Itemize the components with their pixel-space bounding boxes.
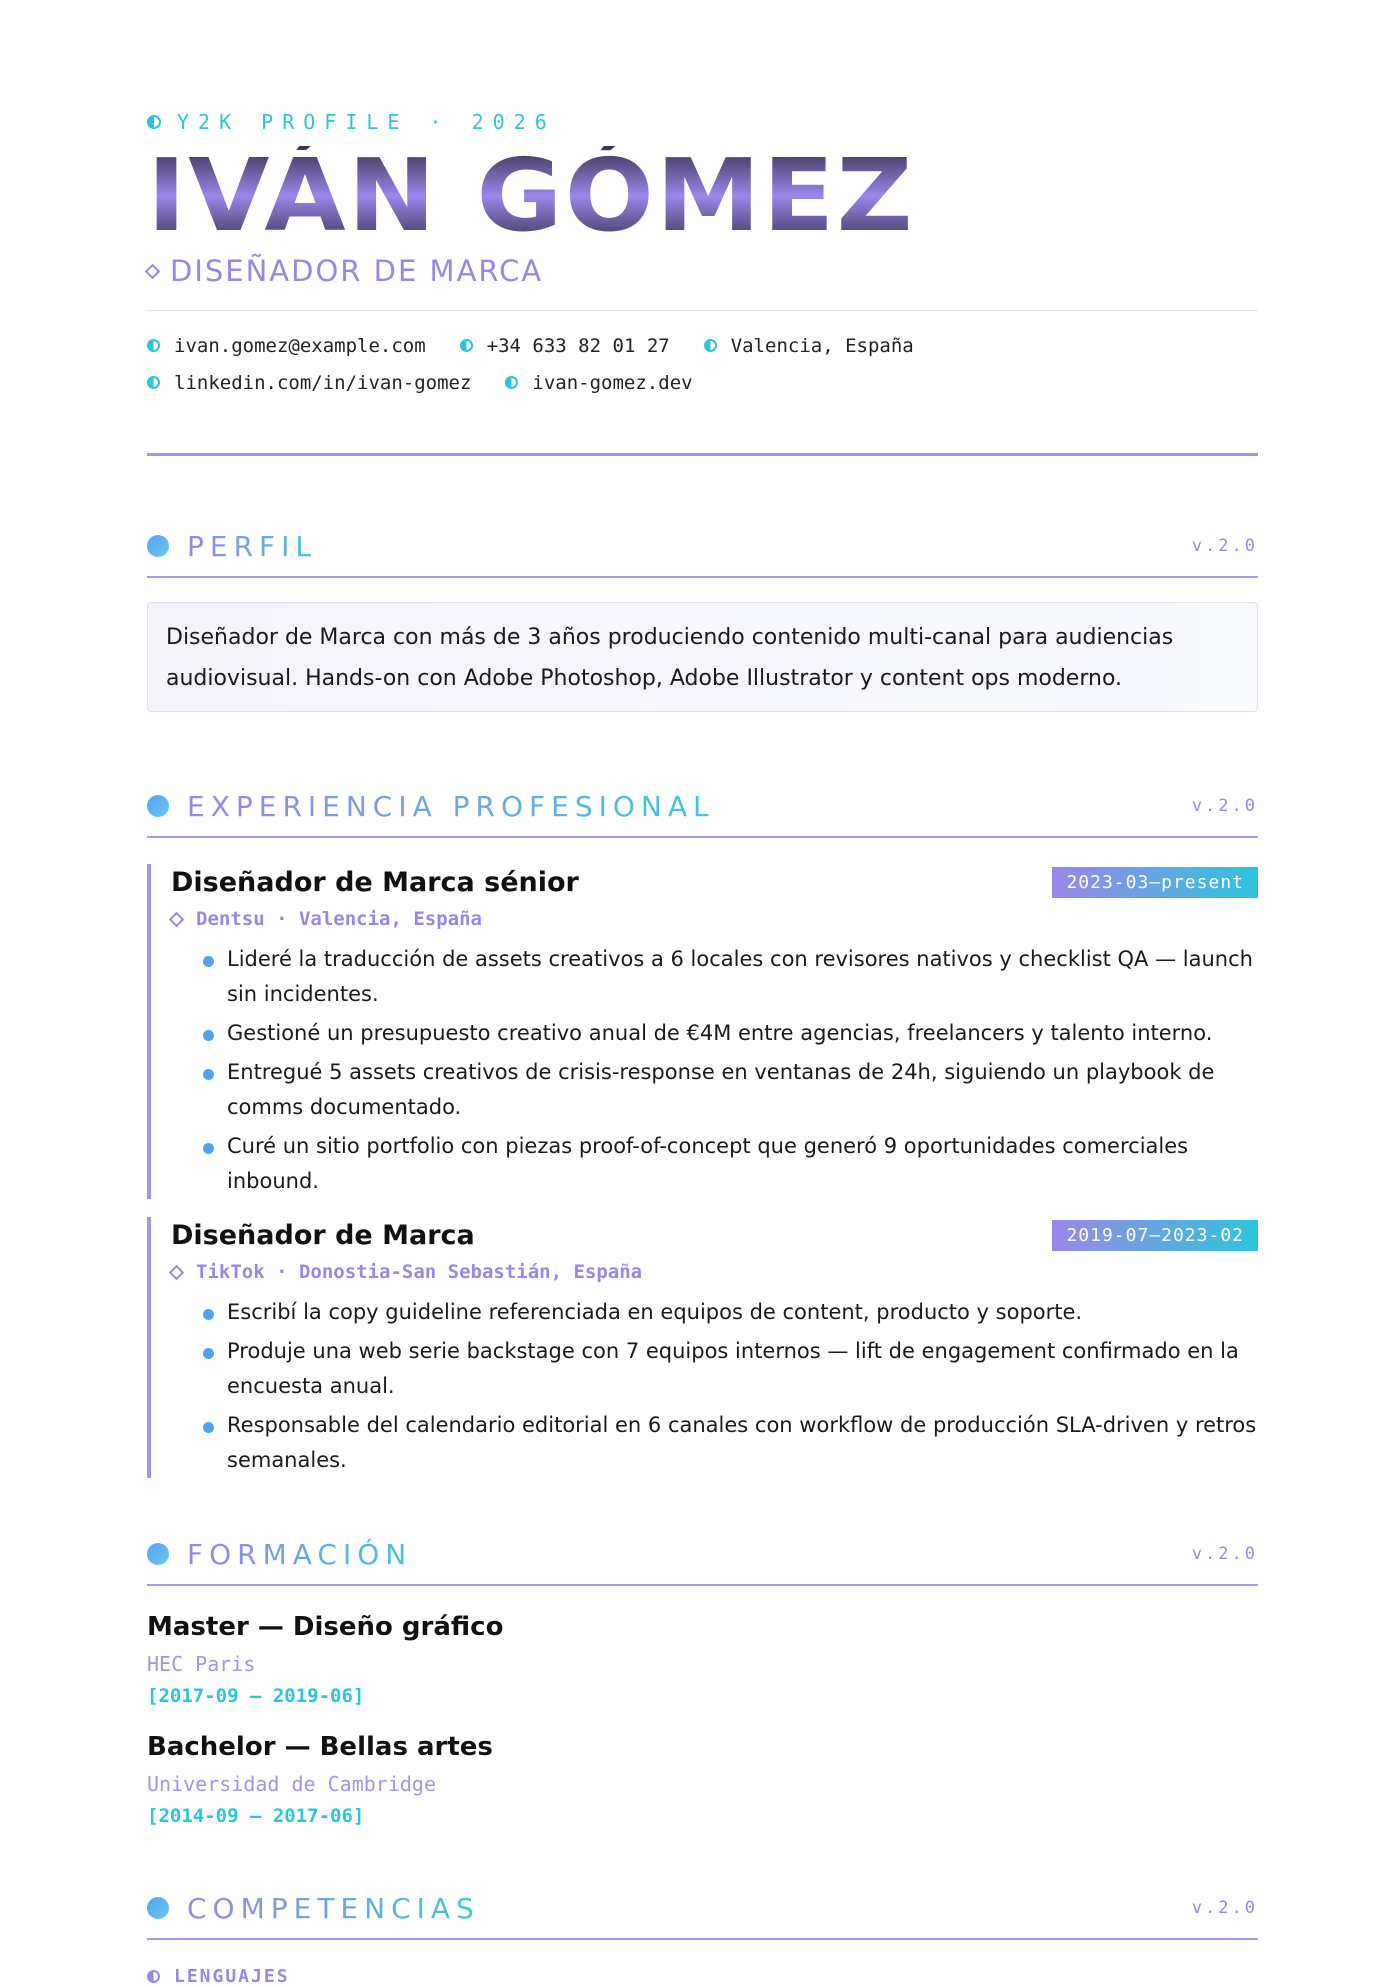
skills-subheading — [147, 1966, 1258, 1987]
date-badge: 2019-07—2023-02 — [1052, 1220, 1258, 1251]
section-header — [147, 786, 1258, 838]
job-entry — [147, 1217, 1258, 1478]
education-dates: [2014-09 – 2017-06] — [147, 1805, 365, 1827]
skills-section — [147, 1888, 1258, 1987]
list-item: Gestioné un presupuesto creativo anual de €4M entre agencias, freelancers y talento interno. — [203, 1016, 1258, 1051]
contact-website[interactable] — [505, 372, 692, 394]
section-version: v.2.0 — [1191, 1898, 1258, 1918]
list-item: Lideré la traducción de assets creativos a 6 locales con revisores nativos y checklist QA — launch sin incidentes. — [203, 942, 1258, 1012]
half-circle-icon — [147, 339, 160, 352]
education-section — [147, 1534, 1258, 1832]
website-text: ivan-gomez.dev — [532, 371, 693, 394]
contact-email[interactable] — [147, 335, 426, 357]
section-version: v.2.0 — [1191, 796, 1258, 816]
contact-location — [704, 335, 914, 357]
section-header — [147, 1534, 1258, 1586]
diamond-icon — [145, 263, 161, 279]
header-divider — [147, 453, 1258, 456]
job-company — [171, 1255, 1258, 1289]
job-entry — [147, 864, 1258, 1199]
section-dot-icon — [147, 535, 169, 557]
company-text: TikTok · Donostia-San Sebastián, España — [196, 1261, 643, 1283]
job-bullets — [171, 1295, 1258, 1478]
list-item: Escribí la copy guideline referenciada en equipos de content, producto y soporte. — [203, 1295, 1258, 1330]
contact-info — [147, 327, 1258, 401]
section-header — [147, 1888, 1258, 1940]
contact-row — [147, 327, 1258, 364]
degree: Master — Diseño gráfico — [147, 1612, 504, 1642]
tagline — [147, 108, 1258, 136]
school: HEC Paris — [147, 1652, 256, 1676]
section-title: FORMACIÓN — [187, 1537, 413, 1571]
date-badge: 2023-03—present — [1052, 867, 1258, 898]
degree: Bachelor — Bellas artes — [147, 1732, 493, 1762]
divider — [147, 310, 1258, 311]
job-title: Diseñador de Marca sénior — [171, 866, 579, 898]
section-title: COMPETENCIAS — [187, 1891, 480, 1925]
section-dot-icon — [147, 1897, 169, 1919]
email-text: ivan.gomez@example.com — [174, 334, 426, 357]
job-company — [171, 902, 1258, 936]
profile-summary: Diseñador de Marca con más de 3 años produciendo contenido multi-canal para audiencias audiovisual. Hands-on con Adobe Photoshop, Adobe Illustrator y content ops moderno. — [147, 602, 1258, 712]
resume-page — [147, 108, 1258, 1987]
education-entry — [147, 1612, 1258, 1712]
location-text: Valencia, España — [730, 334, 914, 357]
job-header — [171, 864, 1258, 900]
section-header — [147, 526, 1258, 578]
list-item: Produje una web serie backstage con 7 equipos internos — lift de engagement confirmado en la encuesta anual. — [203, 1334, 1258, 1404]
education-entry — [147, 1732, 1258, 1832]
half-circle-icon — [147, 376, 160, 389]
job-header — [171, 1217, 1258, 1253]
section-title: EXPERIENCIA PROFESIONAL — [187, 789, 715, 823]
candidate-name: IVÁN GÓMEZ — [147, 146, 1314, 246]
job-bullets — [171, 942, 1258, 1199]
half-circle-icon — [505, 376, 518, 389]
list-item: Curé un sitio portfolio con piezas proof-of-concept que generó 9 oportunidades comerciales inbound. — [203, 1129, 1258, 1199]
section-version: v.2.0 — [1191, 1544, 1258, 1564]
job-title: Diseñador de Marca — [171, 1219, 475, 1251]
half-circle-icon — [460, 339, 473, 352]
role-text: DISEÑADOR DE MARCA — [170, 254, 544, 288]
diamond-icon — [169, 1264, 185, 1280]
company-text: Dentsu · Valencia, España — [196, 908, 482, 930]
section-version: v.2.0 — [1191, 536, 1258, 556]
phone-text: +34 633 82 01 27 — [486, 334, 670, 357]
school: Universidad de Cambridge — [147, 1772, 436, 1796]
candidate-role — [147, 254, 1258, 288]
half-circle-icon — [704, 339, 717, 352]
half-circle-icon — [147, 1970, 160, 1983]
tagline-text: Y2K PROFILE · 2026 — [177, 110, 556, 134]
section-title: PERFIL — [187, 529, 317, 563]
experience-section — [147, 786, 1258, 1478]
list-item: Entregué 5 assets creativos de crisis-response en ventanas de 24h, siguiendo un playbook de comms documentado. — [203, 1055, 1258, 1125]
subheading-text: LENGUAJES — [174, 1966, 290, 1987]
profile-section — [147, 526, 1258, 712]
contact-row — [147, 364, 1258, 401]
linkedin-text: linkedin.com/in/ivan-gomez — [174, 371, 472, 394]
half-circle-icon — [147, 115, 161, 129]
section-dot-icon — [147, 1543, 169, 1565]
section-dot-icon — [147, 795, 169, 817]
contact-linkedin[interactable] — [147, 372, 471, 394]
diamond-icon — [169, 911, 185, 927]
education-dates: [2017-09 – 2019-06] — [147, 1685, 365, 1707]
contact-phone[interactable] — [460, 335, 670, 357]
list-item: Responsable del calendario editorial en 6 canales con workflow de producción SLA-driven y retros semanales. — [203, 1408, 1258, 1478]
